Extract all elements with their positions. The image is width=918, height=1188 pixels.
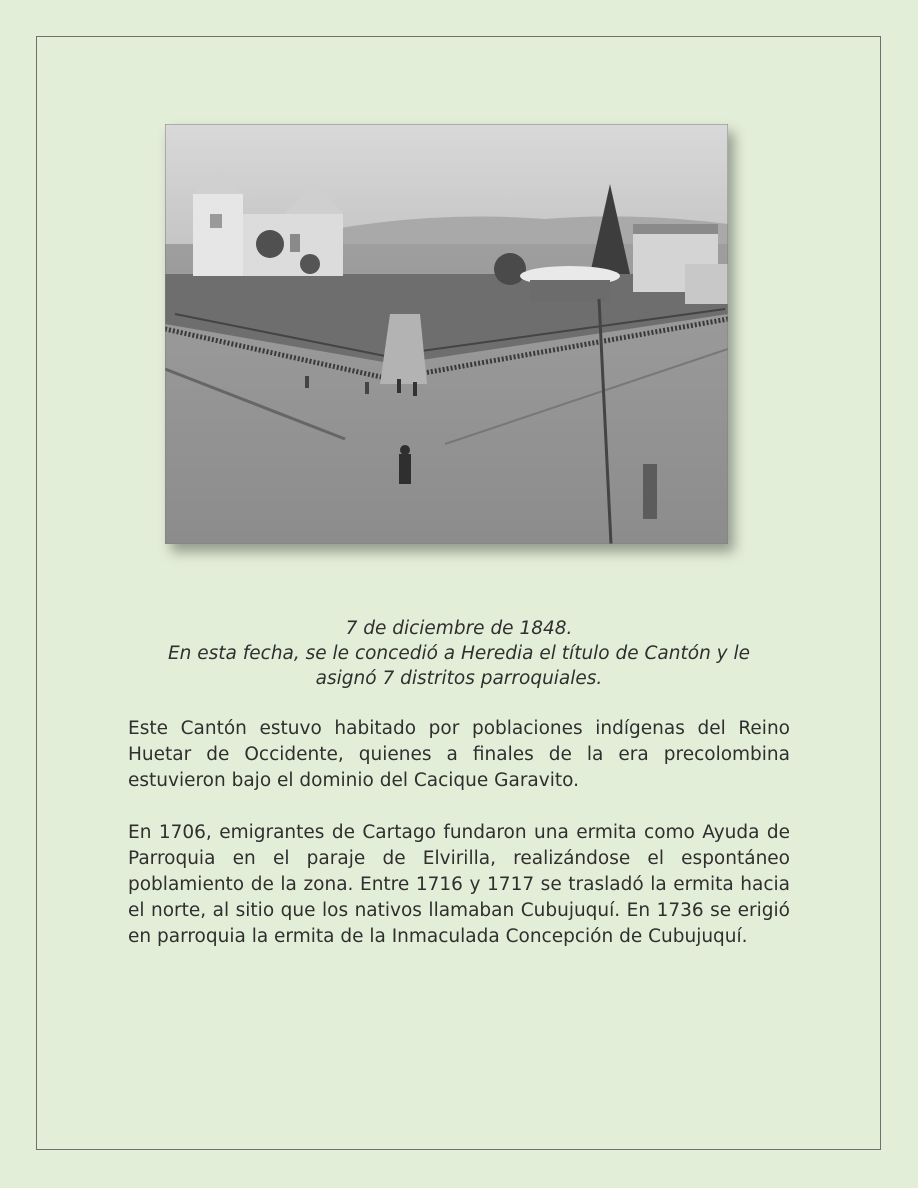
historic-plaza-photo bbox=[165, 124, 728, 544]
caption-line-2: En esta fecha, se le concedió a Heredia el título de Cantón y le bbox=[167, 643, 751, 664]
caption-line-3: asignó 7 distritos parroquiales. bbox=[315, 668, 603, 689]
paragraph-ermita: En 1706, emigrantes de Cartago fundaron una ermita como Ayuda de Parroquia en el paraje de Elvirilla, realizándose el espontáneo poblamiento de la zona. Entre 1716 y 1717 se trasladó la ermita hacia el norte, al sitio que los nativos llamaban Cubujuquí. En 1736 se erigió en parroquia la ermita de la Inmaculada Concepción de Cubujuquí. bbox=[128, 822, 790, 947]
paragraph-huetar: Este Cantón estuvo habitado por poblaciones indígenas del Reino Huetar de Occidente, quienes a finales de la era precolombina estuvieron bajo el dominio del Cacique Garavito. bbox=[128, 718, 790, 791]
photo-caption bbox=[128, 616, 790, 691]
caption-date: 7 de diciembre de 1848. bbox=[345, 618, 573, 639]
